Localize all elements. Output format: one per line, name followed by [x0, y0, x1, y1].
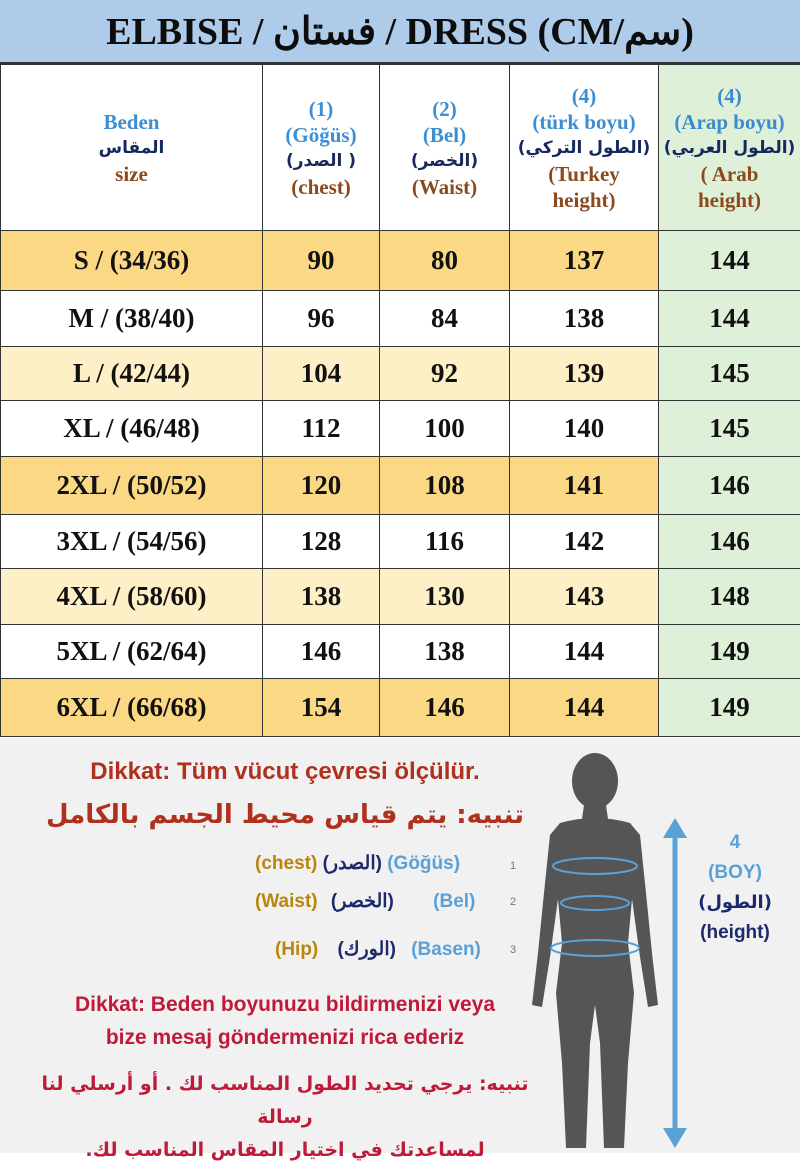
height-label-num: 4: [690, 828, 780, 858]
cell-turkey: 142: [510, 515, 659, 569]
header-turkey-height: [510, 65, 659, 231]
table-row: [1, 679, 800, 737]
header-arab-height: [659, 65, 800, 231]
cell-turkey: 139: [510, 347, 659, 401]
table-row: [1, 569, 800, 625]
cell-turkey: 144: [510, 625, 659, 679]
cell-waist: 138: [380, 625, 510, 679]
header-size-ar: المقاس: [1, 135, 262, 161]
cell-size: 6XL / (66/68): [1, 679, 263, 737]
cell-chest: 90: [263, 231, 380, 291]
cell-turkey: 141: [510, 457, 659, 515]
header-turkey-en2: height): [510, 187, 658, 213]
cell-waist: 92: [380, 347, 510, 401]
header-chest-en: (chest): [263, 174, 379, 200]
table-row: [1, 401, 800, 457]
measure-chest-tr: (Göğüs): [387, 853, 460, 874]
header-waist-num: (2): [380, 96, 509, 122]
table-row: [1, 291, 800, 347]
cell-chest: 138: [263, 569, 380, 625]
cell-size: 5XL / (62/64): [1, 625, 263, 679]
height-note-tr-line1: Dikkat: Beden boyunuzu bildirmenizi veya: [20, 988, 550, 1021]
height-label-tr: (BOY): [690, 858, 780, 888]
attention-note-tr: Dikkat: Tüm vücut çevresi ölçülür.: [40, 758, 530, 786]
measure-waist-num: 2: [510, 896, 516, 908]
header-turkey-num: (4): [510, 83, 658, 109]
height-note-tr: [20, 988, 550, 1054]
header-turkey-tr: (türk boyu): [510, 109, 658, 135]
header-waist-ar: (الخصر): [380, 148, 509, 174]
height-note-ar-line2: لمساعدتك في اختيار المقاس المناسب لك.: [20, 1134, 550, 1167]
header-chest: [263, 65, 380, 231]
measure-waist-tr: (Bel): [433, 891, 475, 912]
measure-hip-ar: (الورك): [338, 939, 396, 960]
measure-waist-ar: (الخصر): [331, 891, 394, 912]
measurement-guide: [0, 738, 800, 1153]
cell-turkey: 144: [510, 679, 659, 737]
cell-turkey: 140: [510, 401, 659, 457]
header-arab-num: (4): [659, 83, 800, 109]
header-chest-num: (1): [263, 96, 379, 122]
cell-chest: 112: [263, 401, 380, 457]
header-chest-tr: (Göğüs): [263, 122, 379, 148]
measure-waist-en: (Waist): [255, 891, 318, 912]
cell-chest: 154: [263, 679, 380, 737]
cell-turkey: 143: [510, 569, 659, 625]
cell-waist: 130: [380, 569, 510, 625]
table-row: [1, 231, 800, 291]
cell-arab: 145: [659, 401, 800, 457]
cell-arab: 144: [659, 231, 800, 291]
body-silhouette-icon: [520, 743, 670, 1153]
measure-hip: [275, 938, 481, 961]
cell-arab: 145: [659, 347, 800, 401]
header-chest-ar: (الصدر ): [263, 148, 379, 174]
cell-waist: 116: [380, 515, 510, 569]
header-arab-tr: (Arap boyu): [659, 109, 800, 135]
measure-waist: [255, 890, 475, 913]
header-waist: [380, 65, 510, 231]
measure-hip-tr: (Basen): [411, 939, 481, 960]
height-note-ar-line1: تنبيه: يرجي تحديد الطول المناسب لك . أو أرسلي لنا رسالة: [20, 1068, 550, 1134]
attention-note-ar: تنبيه: يتم قياس محيط الجسم بالكامل: [40, 800, 530, 830]
measure-hip-en: (Hip): [275, 939, 318, 960]
measure-chest-num: 1: [510, 860, 516, 872]
cell-turkey: 137: [510, 231, 659, 291]
cell-turkey: 138: [510, 291, 659, 347]
cell-arab: 149: [659, 625, 800, 679]
cell-arab: 146: [659, 457, 800, 515]
cell-waist: 100: [380, 401, 510, 457]
header-turkey-en1: (Turkey: [510, 161, 658, 187]
cell-chest: 104: [263, 347, 380, 401]
page-title: ELBISE / فستان / DRESS (CM/سم): [0, 0, 800, 64]
cell-waist: 80: [380, 231, 510, 291]
header-waist-en: (Waist): [380, 174, 509, 200]
height-label: [690, 828, 780, 948]
cell-size: L / (42/44): [1, 347, 263, 401]
cell-waist: 84: [380, 291, 510, 347]
cell-arab: 146: [659, 515, 800, 569]
header-size-en: size: [1, 161, 262, 187]
cell-size: 2XL / (50/52): [1, 457, 263, 515]
height-label-ar: (الطول): [690, 888, 780, 918]
table-header-row: [1, 65, 800, 231]
cell-waist: 146: [380, 679, 510, 737]
header-waist-tr: (Bel): [380, 122, 509, 148]
size-chart-table: [0, 64, 800, 737]
table-row: [1, 347, 800, 401]
cell-size: 3XL / (54/56): [1, 515, 263, 569]
table-row: [1, 515, 800, 569]
header-arab-en2: height): [659, 187, 800, 213]
cell-size: M / (38/40): [1, 291, 263, 347]
height-note-tr-line2: bize mesaj göndermenizi rica ederiz: [20, 1021, 550, 1054]
header-arab-en1: ( Arab: [659, 161, 800, 187]
cell-arab: 149: [659, 679, 800, 737]
cell-arab: 144: [659, 291, 800, 347]
table-row: [1, 625, 800, 679]
height-label-en: (height): [690, 918, 780, 948]
cell-size: XL / (46/48): [1, 401, 263, 457]
measure-chest: [255, 852, 460, 875]
cell-size: 4XL / (58/60): [1, 569, 263, 625]
header-size-tr: Beden: [1, 109, 262, 135]
height-arrow-icon: [655, 818, 695, 1148]
header-arab-ar: (الطول العربي): [659, 135, 800, 161]
cell-waist: 108: [380, 457, 510, 515]
table-row: [1, 457, 800, 515]
measure-chest-ar: (الصدر): [323, 853, 382, 874]
cell-chest: 96: [263, 291, 380, 347]
cell-chest: 120: [263, 457, 380, 515]
cell-size: S / (34/36): [1, 231, 263, 291]
header-size: [1, 65, 263, 231]
cell-chest: 128: [263, 515, 380, 569]
cell-arab: 148: [659, 569, 800, 625]
cell-chest: 146: [263, 625, 380, 679]
height-note-ar: [20, 1068, 550, 1167]
measure-chest-en: (chest): [255, 853, 317, 874]
header-turkey-ar: (الطول التركي): [510, 135, 658, 161]
measure-hip-num: 3: [510, 944, 516, 956]
